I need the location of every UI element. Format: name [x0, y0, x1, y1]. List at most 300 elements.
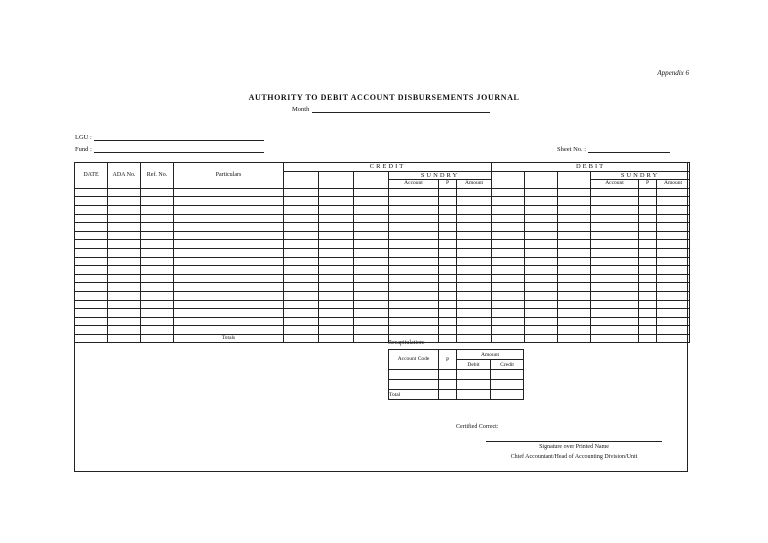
table-cell[interactable] — [439, 197, 457, 206]
table-cell[interactable] — [457, 291, 492, 300]
table-cell[interactable] — [75, 205, 108, 214]
table-cell[interactable] — [492, 309, 525, 318]
table-cell[interactable] — [284, 326, 319, 335]
table-cell[interactable] — [457, 248, 492, 257]
table-cell[interactable] — [525, 291, 558, 300]
table-cell[interactable] — [108, 205, 141, 214]
table-cell[interactable] — [141, 248, 174, 257]
table-cell[interactable] — [657, 291, 690, 300]
table-cell[interactable] — [492, 205, 525, 214]
table-cell[interactable] — [639, 283, 657, 292]
table-cell[interactable] — [639, 214, 657, 223]
table-cell[interactable] — [389, 197, 439, 206]
table-cell[interactable] — [657, 248, 690, 257]
table-cell[interactable] — [657, 205, 690, 214]
table-cell[interactable] — [284, 248, 319, 257]
table-cell[interactable] — [525, 309, 558, 318]
table-cell[interactable] — [457, 223, 492, 232]
table-cell[interactable] — [457, 283, 492, 292]
table-cell[interactable] — [492, 231, 525, 240]
table-cell[interactable] — [319, 257, 354, 266]
table-cell[interactable] — [354, 274, 389, 283]
table-cell[interactable] — [108, 309, 141, 318]
table-cell[interactable] — [389, 300, 439, 309]
table-cell[interactable] — [657, 317, 690, 326]
table-cell[interactable] — [284, 274, 319, 283]
table-cell[interactable] — [108, 231, 141, 240]
table-cell[interactable] — [141, 266, 174, 275]
table-cell[interactable] — [108, 291, 141, 300]
table-cell[interactable] — [591, 326, 639, 335]
table-cell[interactable] — [354, 197, 389, 206]
recap-cell[interactable] — [491, 380, 524, 390]
table-cell[interactable] — [174, 188, 284, 197]
table-cell[interactable] — [657, 188, 690, 197]
table-cell[interactable] — [284, 309, 319, 318]
table-cell[interactable] — [591, 283, 639, 292]
table-cell[interactable] — [439, 309, 457, 318]
table-cell[interactable] — [492, 326, 525, 335]
table-cell[interactable] — [657, 214, 690, 223]
table-cell[interactable] — [319, 283, 354, 292]
table-cell[interactable] — [75, 317, 108, 326]
table-cell[interactable] — [141, 240, 174, 249]
table-cell[interactable] — [75, 266, 108, 275]
table-cell[interactable] — [591, 188, 639, 197]
table-cell[interactable] — [525, 283, 558, 292]
table-cell[interactable] — [319, 248, 354, 257]
table-cell[interactable] — [591, 257, 639, 266]
table-cell[interactable] — [457, 300, 492, 309]
table-cell[interactable] — [354, 326, 389, 335]
table-cell[interactable] — [284, 317, 319, 326]
table-cell[interactable] — [174, 300, 284, 309]
table-cell[interactable] — [439, 283, 457, 292]
table-cell[interactable] — [439, 257, 457, 266]
table-cell[interactable] — [639, 188, 657, 197]
table-cell[interactable] — [525, 300, 558, 309]
table-cell[interactable] — [657, 231, 690, 240]
table-cell[interactable] — [525, 326, 558, 335]
table-cell[interactable] — [457, 188, 492, 197]
table-cell[interactable] — [284, 240, 319, 249]
table-cell[interactable] — [75, 188, 108, 197]
table-cell[interactable] — [354, 266, 389, 275]
table-cell[interactable] — [141, 274, 174, 283]
table-cell[interactable] — [492, 257, 525, 266]
table-cell[interactable] — [284, 188, 319, 197]
table-cell[interactable] — [319, 309, 354, 318]
table-cell[interactable] — [174, 326, 284, 335]
table-cell[interactable] — [141, 231, 174, 240]
table-cell[interactable] — [558, 205, 591, 214]
signature-line[interactable] — [486, 441, 662, 442]
table-cell[interactable] — [319, 205, 354, 214]
table-cell[interactable] — [108, 248, 141, 257]
table-cell[interactable] — [354, 300, 389, 309]
table-cell[interactable] — [284, 283, 319, 292]
table-cell[interactable] — [657, 257, 690, 266]
table-cell[interactable] — [639, 326, 657, 335]
table-cell[interactable] — [657, 274, 690, 283]
table-cell[interactable] — [389, 274, 439, 283]
table-cell[interactable] — [284, 300, 319, 309]
table-cell[interactable] — [492, 266, 525, 275]
table-cell[interactable] — [174, 266, 284, 275]
table-cell[interactable] — [439, 214, 457, 223]
table-cell[interactable] — [591, 300, 639, 309]
table-cell[interactable] — [354, 291, 389, 300]
table-cell[interactable] — [439, 240, 457, 249]
table-cell[interactable] — [141, 188, 174, 197]
table-cell[interactable] — [492, 188, 525, 197]
table-cell[interactable] — [284, 291, 319, 300]
table-cell[interactable] — [389, 257, 439, 266]
table-cell[interactable] — [141, 326, 174, 335]
table-cell[interactable] — [639, 205, 657, 214]
recap-cell[interactable] — [457, 370, 491, 380]
table-cell[interactable] — [639, 317, 657, 326]
table-cell[interactable] — [319, 274, 354, 283]
table-cell[interactable] — [284, 266, 319, 275]
table-cell[interactable] — [75, 197, 108, 206]
table-cell[interactable] — [525, 240, 558, 249]
table-cell[interactable] — [558, 283, 591, 292]
table-cell[interactable] — [492, 248, 525, 257]
table-cell[interactable] — [492, 283, 525, 292]
totals-cell[interactable] — [439, 334, 457, 343]
month-input-line[interactable] — [312, 106, 490, 113]
table-cell[interactable] — [354, 240, 389, 249]
table-cell[interactable] — [457, 231, 492, 240]
table-cell[interactable] — [525, 231, 558, 240]
table-cell[interactable] — [492, 300, 525, 309]
table-cell[interactable] — [525, 257, 558, 266]
table-cell[interactable] — [525, 214, 558, 223]
table-cell[interactable] — [284, 197, 319, 206]
table-cell[interactable] — [174, 231, 284, 240]
table-cell[interactable] — [525, 317, 558, 326]
table-cell[interactable] — [319, 231, 354, 240]
table-cell[interactable] — [354, 214, 389, 223]
table-cell[interactable] — [319, 188, 354, 197]
table-cell[interactable] — [591, 214, 639, 223]
table-cell[interactable] — [639, 309, 657, 318]
table-cell[interactable] — [108, 223, 141, 232]
table-cell[interactable] — [141, 205, 174, 214]
table-cell[interactable] — [591, 231, 639, 240]
table-cell[interactable] — [75, 223, 108, 232]
table-cell[interactable] — [141, 300, 174, 309]
table-cell[interactable] — [525, 266, 558, 275]
table-cell[interactable] — [354, 317, 389, 326]
table-cell[interactable] — [284, 231, 319, 240]
table-cell[interactable] — [75, 291, 108, 300]
table-cell[interactable] — [591, 223, 639, 232]
recap-cell[interactable] — [457, 390, 491, 400]
table-cell[interactable] — [558, 300, 591, 309]
table-cell[interactable] — [591, 248, 639, 257]
recap-cell[interactable] — [439, 380, 457, 390]
table-cell[interactable] — [75, 231, 108, 240]
table-cell[interactable] — [591, 309, 639, 318]
table-cell[interactable] — [174, 283, 284, 292]
table-cell[interactable] — [354, 223, 389, 232]
table-cell[interactable] — [439, 188, 457, 197]
table-cell[interactable] — [354, 283, 389, 292]
table-cell[interactable] — [439, 300, 457, 309]
table-cell[interactable] — [591, 291, 639, 300]
totals-cell[interactable] — [591, 334, 639, 343]
table-cell[interactable] — [639, 231, 657, 240]
table-cell[interactable] — [558, 223, 591, 232]
table-cell[interactable] — [558, 274, 591, 283]
recap-cell[interactable] — [389, 380, 439, 390]
table-cell[interactable] — [657, 240, 690, 249]
table-cell[interactable] — [75, 283, 108, 292]
totals-cell[interactable] — [141, 334, 174, 343]
table-cell[interactable] — [108, 188, 141, 197]
table-cell[interactable] — [389, 283, 439, 292]
table-cell[interactable] — [591, 205, 639, 214]
table-cell[interactable] — [75, 248, 108, 257]
table-cell[interactable] — [319, 223, 354, 232]
table-cell[interactable] — [174, 248, 284, 257]
table-cell[interactable] — [174, 274, 284, 283]
table-cell[interactable] — [141, 223, 174, 232]
table-cell[interactable] — [492, 214, 525, 223]
table-cell[interactable] — [389, 240, 439, 249]
lgu-input-line[interactable] — [94, 134, 264, 141]
table-cell[interactable] — [354, 205, 389, 214]
table-cell[interactable] — [319, 240, 354, 249]
table-cell[interactable] — [492, 274, 525, 283]
table-cell[interactable] — [558, 248, 591, 257]
table-cell[interactable] — [319, 197, 354, 206]
table-cell[interactable] — [75, 309, 108, 318]
table-cell[interactable] — [591, 240, 639, 249]
table-cell[interactable] — [492, 197, 525, 206]
table-cell[interactable] — [284, 223, 319, 232]
recap-cell[interactable] — [491, 370, 524, 380]
table-cell[interactable] — [354, 257, 389, 266]
table-cell[interactable] — [558, 317, 591, 326]
table-cell[interactable] — [457, 274, 492, 283]
table-cell[interactable] — [75, 300, 108, 309]
table-cell[interactable] — [492, 291, 525, 300]
table-cell[interactable] — [389, 188, 439, 197]
table-cell[interactable] — [174, 214, 284, 223]
table-cell[interactable] — [439, 274, 457, 283]
table-cell[interactable] — [389, 326, 439, 335]
table-cell[interactable] — [457, 309, 492, 318]
table-cell[interactable] — [439, 205, 457, 214]
table-cell[interactable] — [174, 197, 284, 206]
totals-cell[interactable] — [457, 334, 492, 343]
totals-cell[interactable] — [75, 334, 108, 343]
table-cell[interactable] — [439, 326, 457, 335]
table-cell[interactable] — [492, 223, 525, 232]
table-cell[interactable] — [389, 266, 439, 275]
table-cell[interactable] — [558, 257, 591, 266]
totals-cell[interactable] — [108, 334, 141, 343]
table-cell[interactable] — [639, 300, 657, 309]
table-cell[interactable] — [657, 300, 690, 309]
table-cell[interactable] — [354, 309, 389, 318]
table-cell[interactable] — [558, 214, 591, 223]
table-cell[interactable] — [389, 223, 439, 232]
table-cell[interactable] — [439, 266, 457, 275]
table-cell[interactable] — [639, 240, 657, 249]
table-cell[interactable] — [457, 205, 492, 214]
table-cell[interactable] — [591, 266, 639, 275]
table-cell[interactable] — [492, 240, 525, 249]
totals-cell[interactable] — [558, 334, 591, 343]
table-cell[interactable] — [75, 240, 108, 249]
table-cell[interactable] — [439, 231, 457, 240]
table-cell[interactable] — [389, 309, 439, 318]
table-cell[interactable] — [657, 326, 690, 335]
table-cell[interactable] — [525, 223, 558, 232]
table-cell[interactable] — [141, 291, 174, 300]
table-cell[interactable] — [525, 188, 558, 197]
table-cell[interactable] — [141, 283, 174, 292]
table-cell[interactable] — [591, 317, 639, 326]
table-cell[interactable] — [492, 317, 525, 326]
table-cell[interactable] — [439, 223, 457, 232]
table-cell[interactable] — [319, 266, 354, 275]
recap-cell[interactable] — [491, 390, 524, 400]
table-cell[interactable] — [558, 188, 591, 197]
table-cell[interactable] — [108, 240, 141, 249]
table-cell[interactable] — [108, 317, 141, 326]
table-cell[interactable] — [174, 257, 284, 266]
table-cell[interactable] — [108, 197, 141, 206]
table-cell[interactable] — [354, 188, 389, 197]
table-cell[interactable] — [389, 231, 439, 240]
table-cell[interactable] — [389, 291, 439, 300]
table-cell[interactable] — [558, 197, 591, 206]
table-cell[interactable] — [558, 266, 591, 275]
table-cell[interactable] — [319, 317, 354, 326]
table-cell[interactable] — [319, 300, 354, 309]
table-cell[interactable] — [108, 214, 141, 223]
table-cell[interactable] — [174, 223, 284, 232]
totals-cell[interactable] — [492, 334, 525, 343]
table-cell[interactable] — [457, 317, 492, 326]
table-cell[interactable] — [141, 309, 174, 318]
table-cell[interactable] — [639, 248, 657, 257]
table-cell[interactable] — [657, 283, 690, 292]
table-cell[interactable] — [108, 283, 141, 292]
table-cell[interactable] — [75, 257, 108, 266]
table-cell[interactable] — [657, 309, 690, 318]
table-cell[interactable] — [639, 197, 657, 206]
table-cell[interactable] — [174, 240, 284, 249]
table-cell[interactable] — [525, 197, 558, 206]
table-cell[interactable] — [525, 205, 558, 214]
table-cell[interactable] — [558, 309, 591, 318]
table-cell[interactable] — [639, 257, 657, 266]
recap-cell[interactable] — [389, 370, 439, 380]
table-cell[interactable] — [457, 214, 492, 223]
table-cell[interactable] — [174, 317, 284, 326]
table-cell[interactable] — [389, 317, 439, 326]
table-cell[interactable] — [75, 274, 108, 283]
table-cell[interactable] — [75, 214, 108, 223]
totals-cell[interactable] — [639, 334, 657, 343]
table-cell[interactable] — [141, 257, 174, 266]
table-cell[interactable] — [174, 205, 284, 214]
table-cell[interactable] — [558, 240, 591, 249]
table-cell[interactable] — [457, 240, 492, 249]
table-cell[interactable] — [108, 266, 141, 275]
table-cell[interactable] — [657, 223, 690, 232]
table-cell[interactable] — [108, 274, 141, 283]
totals-cell[interactable] — [354, 334, 389, 343]
table-cell[interactable] — [639, 223, 657, 232]
table-cell[interactable] — [591, 274, 639, 283]
table-cell[interactable] — [141, 197, 174, 206]
table-cell[interactable] — [457, 257, 492, 266]
table-cell[interactable] — [319, 214, 354, 223]
table-cell[interactable] — [319, 326, 354, 335]
recap-cell[interactable] — [457, 380, 491, 390]
table-cell[interactable] — [657, 266, 690, 275]
table-cell[interactable] — [284, 257, 319, 266]
table-cell[interactable] — [639, 291, 657, 300]
table-cell[interactable] — [558, 231, 591, 240]
table-cell[interactable] — [457, 197, 492, 206]
table-cell[interactable] — [389, 214, 439, 223]
table-cell[interactable] — [174, 291, 284, 300]
table-cell[interactable] — [141, 214, 174, 223]
table-cell[interactable] — [558, 326, 591, 335]
recap-cell[interactable] — [439, 390, 457, 400]
table-cell[interactable] — [639, 266, 657, 275]
table-cell[interactable] — [439, 317, 457, 326]
table-cell[interactable] — [108, 326, 141, 335]
table-cell[interactable] — [457, 326, 492, 335]
table-cell[interactable] — [108, 300, 141, 309]
table-cell[interactable] — [354, 231, 389, 240]
totals-cell[interactable] — [657, 334, 690, 343]
totals-cell[interactable] — [525, 334, 558, 343]
table-cell[interactable] — [591, 197, 639, 206]
recap-cell[interactable] — [439, 370, 457, 380]
fund-input-line[interactable] — [94, 146, 264, 153]
table-cell[interactable] — [558, 291, 591, 300]
totals-cell[interactable] — [284, 334, 319, 343]
table-cell[interactable] — [354, 248, 389, 257]
totals-cell[interactable] — [319, 334, 354, 343]
table-cell[interactable] — [319, 291, 354, 300]
table-cell[interactable] — [141, 317, 174, 326]
table-cell[interactable] — [439, 291, 457, 300]
table-cell[interactable] — [108, 257, 141, 266]
table-cell[interactable] — [75, 326, 108, 335]
table-cell[interactable] — [639, 274, 657, 283]
table-cell[interactable] — [657, 197, 690, 206]
table-cell[interactable] — [525, 274, 558, 283]
table-cell[interactable] — [389, 205, 439, 214]
table-cell[interactable] — [439, 248, 457, 257]
table-cell[interactable] — [457, 266, 492, 275]
table-cell[interactable] — [525, 248, 558, 257]
table-cell[interactable] — [284, 214, 319, 223]
table-cell[interactable] — [389, 248, 439, 257]
table-cell[interactable] — [284, 205, 319, 214]
